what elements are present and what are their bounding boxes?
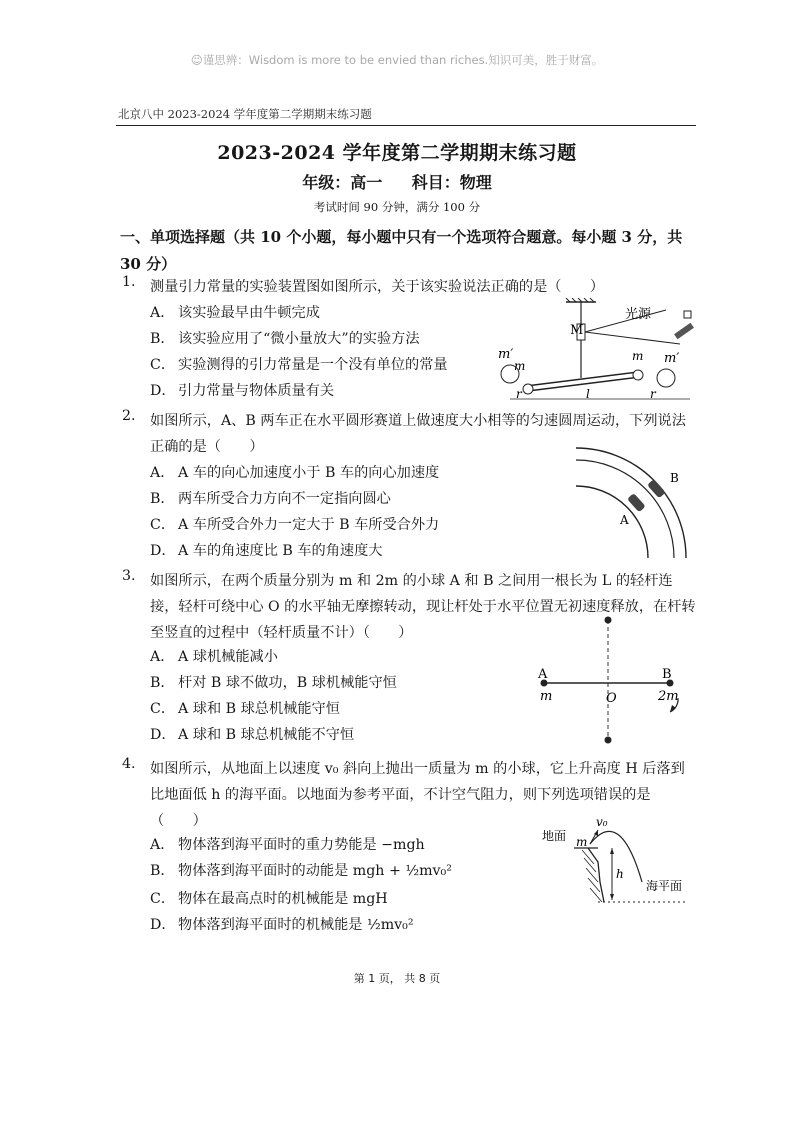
- label-m: m: [576, 835, 588, 849]
- question-number: 3.: [122, 568, 136, 584]
- label-m-prime-left: m′: [498, 347, 514, 362]
- label-v0: v₀: [596, 815, 608, 829]
- exam-subtitle: [0, 170, 794, 193]
- label-m-right: m: [632, 349, 644, 363]
- label-ground: 地面: [542, 829, 567, 843]
- option-letter: A．: [150, 649, 175, 665]
- option-c: [150, 698, 340, 718]
- option-letter: B．: [150, 491, 175, 507]
- label-l: l: [586, 387, 590, 401]
- option-text: 物体在最高点时的机械能是 mgH: [178, 891, 388, 907]
- question-number: 1.: [122, 274, 136, 290]
- question-stem: 如图所示，在两个质量分别为 m 和 2m 的小球 A 和 B 之间用一根长为 L 的轻杆连接，轻杆可绕中心 O 的水平轴无摩擦转动，现让杆处于水平位置无初速度释放，在杆转至竖直的过程中（轻杆质量不计）（ ）: [150, 573, 696, 641]
- label-sea-level: 海平面: [646, 879, 683, 893]
- option-letter: A．: [150, 305, 175, 321]
- race-track-figure: [576, 440, 694, 558]
- label-r-right: r: [650, 387, 656, 401]
- label-m-prime-right: m′: [664, 351, 680, 366]
- option-text: A 球机械能减小: [178, 649, 278, 665]
- option-text: 物体落到海平面时的重力势能是 −mgh: [178, 837, 425, 853]
- option-text: A 车的向心加速度小于 B 车的向心加速度: [178, 465, 440, 481]
- page-footer: 第 1 页， 共 8 页: [353, 972, 441, 985]
- option-b: [150, 860, 452, 880]
- subject-label: 科目：物理: [411, 173, 492, 192]
- exam-info: 考试时间 90 分钟，满分 100 分: [313, 200, 481, 214]
- option-text: 物体落到海平面时的动能是 mgh + ½mv₀²: [178, 863, 452, 879]
- option-a: [150, 646, 278, 666]
- option-text: 物体落到海平面时的机械能是 ½mv₀²: [178, 917, 414, 933]
- option-d: [150, 914, 414, 934]
- label-o: O: [606, 691, 617, 706]
- label-ball-a: A: [538, 667, 548, 682]
- option-text: A 球和 B 球总机械能不守恒: [178, 727, 355, 743]
- option-text: 杆对 B 球不做功，B 球机械能守恒: [178, 675, 397, 691]
- label-ball-b: B: [662, 667, 672, 682]
- rotating-rod-figure: [530, 612, 690, 750]
- option-b: [150, 488, 391, 508]
- section-heading: 一、单项选择题（共 10 个小题，每小题中只有一个选项符合题意。每小题 3 分，共 30 分）: [120, 228, 683, 273]
- watermark: ☺谨思辨：Wisdom is more to be envied than riches.知识可美，胜于财富。: [190, 53, 604, 67]
- question-stem: 如图所示，A、B 两车正在水平圆形赛道上做速度大小相等的匀速圆周运动，下列说法正确的是（ ）: [150, 413, 686, 455]
- option-text: A 球和 B 球总机械能守恒: [178, 701, 340, 717]
- option-letter: D．: [150, 543, 176, 559]
- option-letter: C．: [150, 357, 176, 373]
- torsion-balance-figure: [490, 298, 700, 408]
- label-mass-b: 2m: [658, 689, 679, 704]
- grade-label: 年级：高一: [302, 173, 383, 192]
- option-c: [150, 514, 439, 534]
- option-a: [150, 302, 320, 322]
- option-letter: A．: [150, 837, 175, 853]
- label-r-left: r: [516, 387, 522, 401]
- option-a: [150, 462, 439, 482]
- option-text: 两车所受合力方向不一定指向圆心: [178, 491, 391, 507]
- option-letter: C．: [150, 701, 176, 717]
- option-text: 实验测得的引力常量是一个没有单位的常量: [178, 357, 448, 373]
- option-letter: B．: [150, 675, 175, 691]
- option-d: [150, 724, 354, 744]
- label-h: h: [616, 867, 624, 881]
- option-c: [150, 354, 448, 374]
- option-d: [150, 380, 334, 400]
- option-text: 该实验最早由牛顿完成: [178, 305, 320, 321]
- running-header: 北京八中 2023-2024 学年度第二学期期末练习题: [118, 107, 372, 121]
- label-m-left: m: [514, 359, 526, 373]
- header-rule: [116, 125, 696, 126]
- option-text: 该实验应用了“微小量放大”的实验方法: [178, 331, 420, 347]
- option-letter: D．: [150, 383, 176, 399]
- option-letter: D．: [150, 727, 176, 743]
- label-light-source: 光源: [625, 307, 652, 322]
- page-title: 2023-2024 学年度第二学期期末练习题: [217, 142, 577, 164]
- option-d: [150, 540, 382, 560]
- option-letter: A．: [150, 465, 175, 481]
- question-number: 2.: [122, 408, 136, 424]
- option-letter: B．: [150, 863, 175, 879]
- option-text: A 车的角速度比 B 车的角速度大: [178, 543, 383, 559]
- label-car-b: B: [670, 471, 679, 485]
- option-letter: C．: [150, 517, 176, 533]
- question-stem: 如图所示，从地面上以速度 v₀ 斜向上抛出一质量为 m 的小球，它上升高度 H 后落到比地面低 h 的海平面。以地面为参考平面，不计空气阻力，则下列选项错误的是（ ）: [150, 761, 685, 829]
- label-M: M: [570, 323, 584, 338]
- option-letter: C．: [150, 891, 176, 907]
- label-mass-a: m: [540, 689, 553, 704]
- cliff-projectile-figure: [538, 812, 696, 912]
- option-a: [150, 834, 425, 854]
- option-c: [150, 888, 388, 908]
- question-stem: 测量引力常量的实验装置图如图所示，关于该实验说法正确的是（ ）: [150, 279, 605, 295]
- option-text: 引力常量与物体质量有关: [178, 383, 335, 399]
- label-car-a: A: [620, 513, 629, 527]
- option-b: [150, 328, 420, 348]
- option-letter: D．: [150, 917, 176, 933]
- option-b: [150, 672, 397, 692]
- option-letter: B．: [150, 331, 175, 347]
- question-number: 4.: [122, 756, 136, 772]
- option-text: A 车所受合外力一定大于 B 车所受合外力: [178, 517, 440, 533]
